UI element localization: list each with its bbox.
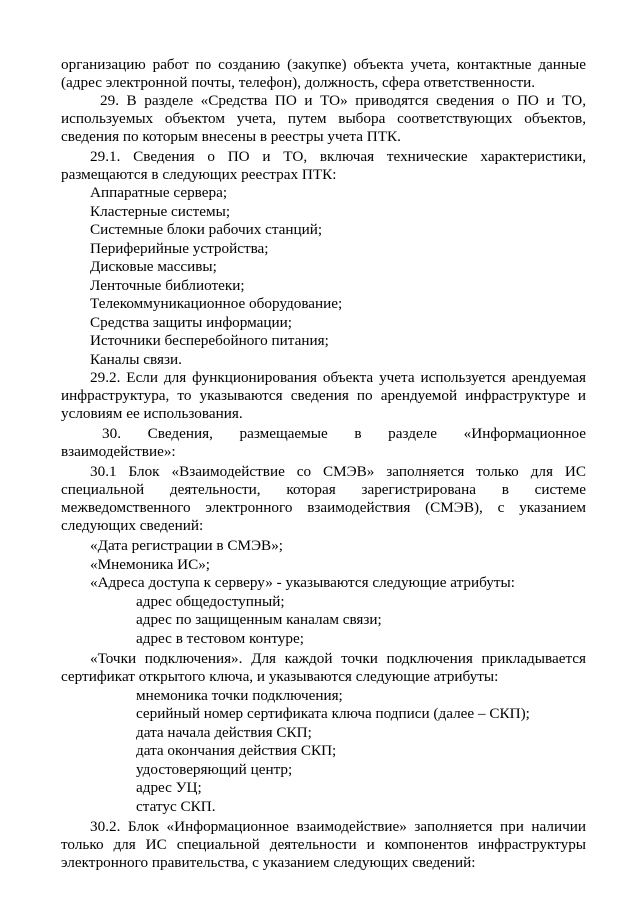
text-line: используемых объектом учета, путем выбора соответствующих объектов, [61,110,586,127]
paragraph-29-2-line: 29.2. Если для функционирования объекта учета используется арендуемая [90,369,586,386]
list-item: Телекоммуникационное оборудование; [90,295,343,312]
paragraph-30-1-line: 30.1 Блок «Взаимодействие со СМЭВ» заполняется только для ИС [90,463,586,480]
list-item: Периферийные устройства; [90,240,269,257]
text-line: размещаются в следующих реестрах ПТК: [61,166,337,183]
sub-list-item: адрес общедоступный; [136,593,285,610]
text-line: электронного правительства, с указанием следующих сведений: [61,854,476,871]
list-item: Системные блоки рабочих станций; [90,221,323,238]
text-line: специальной деятельности, которая зарегистрирована в системе [61,481,586,498]
text-line: организацию работ по созданию (закупке) объекта учета, контактные данные [61,56,586,73]
list-item: «Дата регистрации в СМЭВ»; [90,537,284,554]
sub-list-item: статус СКП. [136,798,216,815]
list-item: «Адреса доступа к серверу» - указываются следующие атрибуты: [90,574,515,591]
text-line: условиям ее использования. [61,405,243,422]
list-item: Источники бесперебойного питания; [90,332,329,349]
text-line: только для ИС специальной деятельности и компонентов инфраструктуры [61,836,586,853]
list-item: Кластерные системы; [90,203,231,220]
list-item: «Мнемоника ИС»; [90,556,211,573]
list-item: Аппаратные сервера; [90,184,228,201]
sub-list-item: адрес в тестовом контуре; [136,630,304,647]
list-item: Каналы связи. [90,351,182,368]
paragraph-29-1-line: 29.1. Сведения о ПО и ТО, включая технические характеристики, [90,148,586,165]
text-line: межведомственного электронного взаимодействия (СМЭВ), с указанием [61,499,586,516]
paragraph-30-2-line: 30.2. Блок «Информационное взаимодействие» заполняется при наличии [90,818,586,835]
list-item: Дисковые массивы; [90,258,217,275]
text-line: инфраструктура, то указываются сведения по арендуемой инфраструктуре и [61,387,586,404]
sub-list-item: адрес УЦ; [136,779,202,796]
sub-list-item: мнемоника точки подключения; [136,687,343,704]
text-line: взаимодействие»: [61,443,176,460]
sub-list-item: дата начала действия СКП; [136,724,312,741]
text-line: сертификат открытого ключа, и указываются следующие атрибуты: [61,668,499,685]
sub-list-item: серийный номер сертификата ключа подписи (далее – СКП); [136,705,530,722]
list-item: Средства защиты информации; [90,314,292,331]
sub-list-item: дата окончания действия СКП; [136,742,337,759]
paragraph-30-line: 30. Сведения, размещаемые в разделе «Информационное [102,425,586,442]
paragraph-29-line: 29. В разделе «Средства ПО и ТО» приводятся сведения о ПО и ТО, [100,92,586,109]
list-item: Ленточные библиотеки; [90,277,245,294]
text-line: сведения по которым внесены в реестры учета ПТК. [61,128,401,145]
list-item: «Точки подключения». Для каждой точки подключения прикладывается [90,650,586,667]
sub-list-item: адрес по защищенным каналам связи; [136,611,382,628]
sub-list-item: удостоверяющий центр; [136,761,293,778]
text-line: (адрес электронной почты, телефон), должность, сфера ответственности. [61,74,536,91]
text-line: следующих сведений: [61,517,204,534]
